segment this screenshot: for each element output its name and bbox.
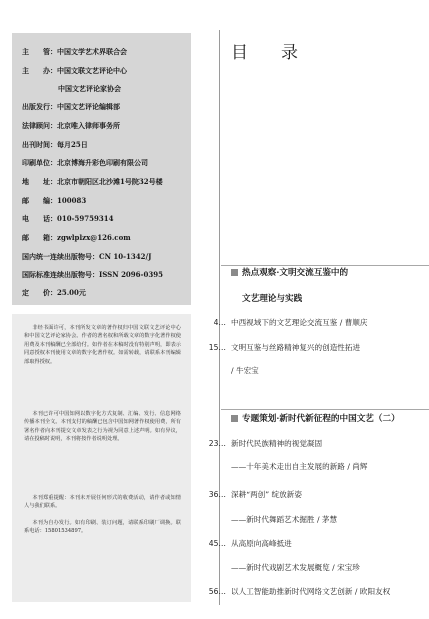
toc-entry-subtitle: ——新时代舞蹈艺术掘胜 / 茅慧 <box>231 515 338 524</box>
section-marker-icon <box>231 415 238 422</box>
toc-entry-author: / 牛宏宝 <box>231 366 259 375</box>
entry-page-number: 15… <box>208 343 226 352</box>
publication-info-panel <box>12 33 191 305</box>
entry-page-number: 56… <box>208 587 226 596</box>
info-row: 邮 编：100083 <box>22 196 87 205</box>
section-heading: 热点观察·文明交流互鉴中的 <box>231 268 348 279</box>
section-heading: 专题策划·新时代新征程的中国文艺（二） <box>231 414 400 425</box>
entry-page-number: 45… <box>208 539 226 548</box>
notice-paragraph: 本刊已许可中国知网以数字化方式复制、汇编、发行、信息网络传播本刊全文。本刊支付的稿酬已包含中国知网著作权使用费，所有署名作者向本刊提交文章发表之行为视为同意上述声明。如有异议，请在投稿时说明，本刊将按作者说明处理。 <box>24 411 181 443</box>
info-row: 法律顾问：北京唯入律师事务所 <box>22 121 120 130</box>
info-row: 出刊时间：每月25日 <box>22 140 88 149</box>
copyright-notice-panel <box>12 314 191 602</box>
toc-entry-title[interactable]: 中西视域下的文艺理论交流互鉴 / 曹顺庆 <box>231 318 368 327</box>
toc-entry-title[interactable]: 从高原向高峰抵进 <box>231 539 292 548</box>
toc-entry-subtitle: ——十年美术走出自主发展的新路 / 尚辉 <box>231 462 368 471</box>
entry-page-number: 23… <box>208 439 226 448</box>
notice-paragraph: 本刊郑重提醒：本刊未开展任何形式的收费活动，请作者或知情人与我们联系。 <box>24 495 181 510</box>
notice-paragraph: 非经书面许可，本刊所发文章的著作权归中国文联文艺评论中心和中国文艺评论家协会。作者的著名权和所载文章的数字化著作权使用费及本刊稿酬已全部给付。如作者在本稿时没有特别声明，即表示同意授权本刊使用文章的数字化著作权。如需转载，请联系本刊编辑部取得授权。 <box>24 325 181 365</box>
info-row: 地 址：北京市朝阳区北沙滩1号院32号楼 <box>22 177 163 186</box>
toc-entry-title[interactable]: 新时代民族精神的视觉凝固 <box>231 439 323 448</box>
entry-page-number: 4… <box>213 318 226 327</box>
info-row: 印刷单位：北京博海升彩色印刷有限公司 <box>22 158 148 167</box>
info-row: 国内统一连续出版物号：CN 10-1342/J <box>22 252 152 261</box>
info-row: 定 价：25.00元 <box>22 288 86 297</box>
info-row: 邮 箱：zgwlplzx@126.com <box>22 233 131 242</box>
section-rule <box>221 409 429 410</box>
notice-paragraph: 本刊为自办发行。如有印刷、装订问题，请联系印刷厂调换。联系电话：15801534897。 <box>24 520 181 535</box>
info-row: 出版发行：中国文艺评论编辑部 <box>22 102 120 111</box>
toc-entry-subtitle: ——新时代戏剧艺术发展概览 / 宋宝珍 <box>231 563 360 572</box>
info-row: 国际标准连续出版物号：ISSN 2096-0395 <box>22 270 163 279</box>
toc-entry-title[interactable]: 深耕“两创” 绽放新姿 <box>231 490 302 499</box>
info-row: 电 话：010-59759314 <box>22 214 114 223</box>
toc-entry-title[interactable]: 文明互鉴与丝路精神复兴的创造性拓进 <box>231 343 361 352</box>
section-heading-line2: 文艺理论与实践 <box>242 294 303 304</box>
entry-page-number: 36… <box>208 490 226 499</box>
toc-title: 目 录 <box>231 43 306 63</box>
toc-entry-title[interactable]: 以人工智能助推新时代网络文艺创新 / 欧阳友权 <box>231 587 391 596</box>
section-rule <box>221 265 429 266</box>
section-marker-icon <box>231 269 238 276</box>
info-row: 主 办：中国文联文艺评论中心 <box>22 66 127 75</box>
info-row: 中国文艺评论家协会 <box>58 84 121 93</box>
info-row: 主 管：中国文学艺术界联合会 <box>22 47 127 56</box>
